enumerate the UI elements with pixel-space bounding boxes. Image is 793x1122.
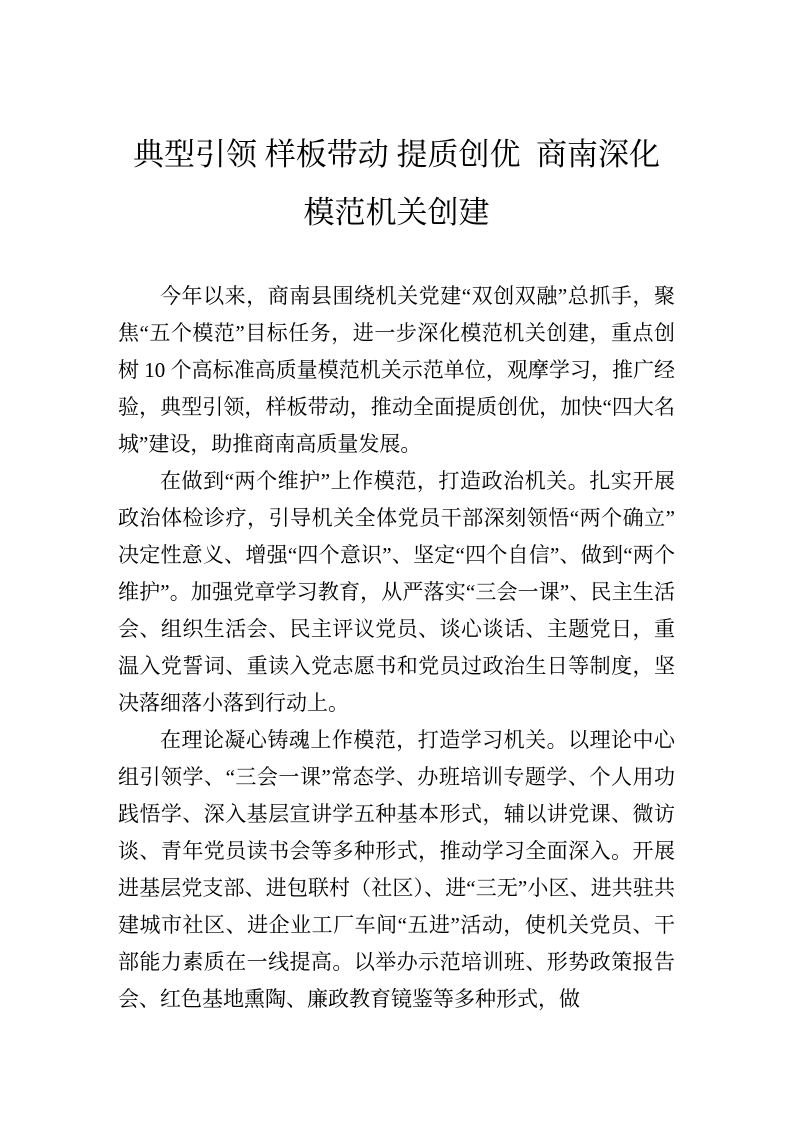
body-paragraph-3: 在理论凝心铸魂上作模范，打造学习机关。以理论中心组引领学、“三会一课”常态学、办班培训专题学、个人用功践悟学、深入基层宣讲学五种基本形式，辅以讲党课、微访谈、青年党员读书会等多种形式，推动学习全面深入。开展进基层党支部、进包联村（社区）、进“三无”小区、进共驻共建城市社区、进企业工厂车间“五进”活动，使机关党员、干部能力素质在一线提高。以举办示范培训班、形势政策报告会、红色基地熏陶、廉政教育镜鉴等多种形式，做 [118, 728, 675, 1011]
document-title [118, 126, 675, 242]
body-paragraph-1: 今年以来，商南县围绕机关党建“双创双融”总抓手，聚焦“五个模范”目标任务，进一步深化模范机关创建，重点创树 10 个高标准高质量模范机关示范单位，观摩学习，推广经验，典型引领，样板带动，推动全面提质创优，加快“四大名城”建设，助推商南高质量发展。 [118, 284, 675, 456]
title-line-2: 模范机关创建 [303, 195, 490, 230]
body-paragraph-2: 在做到“两个维护”上作模范，打造政治机关。扎实开展政治体检诊疗，引导机关全体党员干部深刻领悟“两个确立”决定性意义、增强“四个意识”、坚定“四个自信”、做到“两个维护”。加强党章学习教育，从严落实“三会一课”、民主生活会、组织生活会、民主评议党员、谈心谈话、主题党日，重温入党誓词、重读入党志愿书和党员过政治生日等制度，坚决落细落小落到行动上。 [118, 469, 675, 715]
title-line-1: 典型引领 样板带动 提质创优 商南深化 [133, 137, 660, 172]
document-body [118, 278, 675, 1018]
